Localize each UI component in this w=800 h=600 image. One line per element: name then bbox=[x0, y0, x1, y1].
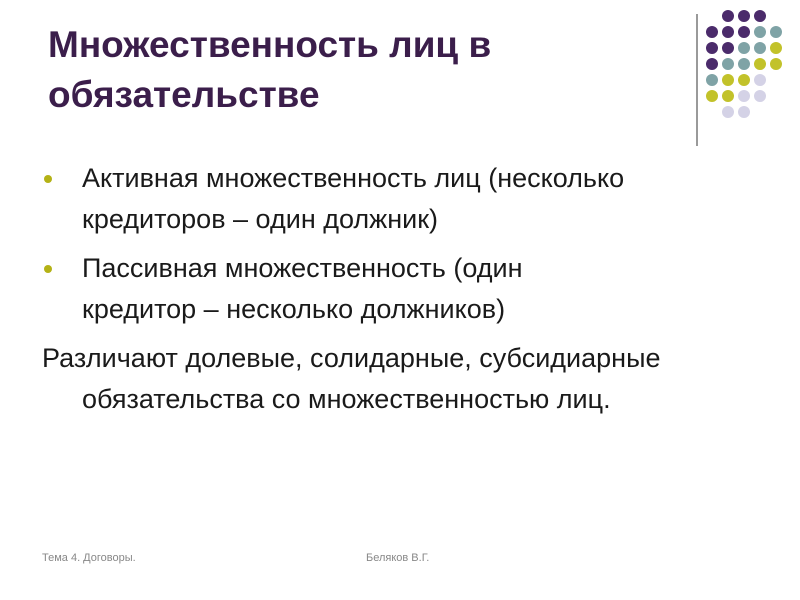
decorative-dot bbox=[754, 42, 766, 54]
decorative-dot bbox=[754, 90, 766, 102]
bullet-text: Пассивная множественность (один кредитор – несколько должников) bbox=[82, 253, 523, 324]
decorative-dot bbox=[754, 26, 766, 38]
slide-title bbox=[48, 20, 668, 120]
decorative-dot bbox=[706, 26, 718, 38]
decorative-dot bbox=[706, 42, 718, 54]
decorative-dot bbox=[738, 74, 750, 86]
decorative-divider bbox=[696, 14, 698, 146]
footer-author: Беляков В.Г. bbox=[366, 552, 430, 564]
decorative-dot bbox=[722, 58, 734, 70]
bullet-item bbox=[42, 248, 762, 330]
decorative-dot bbox=[738, 106, 750, 118]
decorative-dot bbox=[706, 90, 718, 102]
decorative-dot bbox=[738, 26, 750, 38]
footer-topic: Тема 4. Договоры. bbox=[42, 552, 136, 564]
summary-paragraph: Различают долевые, солидарные, субсидиарные обязательства со множественностью лиц. bbox=[42, 343, 661, 414]
decorative-dot bbox=[770, 26, 782, 38]
decorative-dot bbox=[706, 58, 718, 70]
decorative-dot bbox=[770, 42, 782, 54]
decorative-dot bbox=[722, 10, 734, 22]
title-line-2: обязательстве bbox=[48, 74, 320, 115]
decorative-dot bbox=[738, 58, 750, 70]
decorative-dot bbox=[722, 42, 734, 54]
decorative-dot bbox=[754, 58, 766, 70]
decorative-dot bbox=[770, 58, 782, 70]
bullet-text: Активная множественность лиц (несколько кредиторов – один должник) bbox=[82, 163, 625, 234]
title-line-1: Множественность лиц в bbox=[48, 24, 492, 65]
decorative-dot bbox=[722, 74, 734, 86]
decorative-dot bbox=[754, 74, 766, 86]
decorative-dot bbox=[722, 90, 734, 102]
decorative-dot bbox=[706, 74, 718, 86]
decorative-dot bbox=[722, 26, 734, 38]
decorative-dot bbox=[738, 42, 750, 54]
decorative-dot bbox=[738, 10, 750, 22]
decorative-dot bbox=[722, 106, 734, 118]
bullet-item bbox=[42, 158, 762, 240]
bullet-dot-icon bbox=[44, 265, 52, 273]
decorative-dot bbox=[738, 90, 750, 102]
bullet-dot-icon bbox=[44, 175, 52, 183]
decorative-dot-grid bbox=[706, 10, 786, 130]
slide-content bbox=[42, 158, 762, 420]
decorative-dot bbox=[754, 10, 766, 22]
